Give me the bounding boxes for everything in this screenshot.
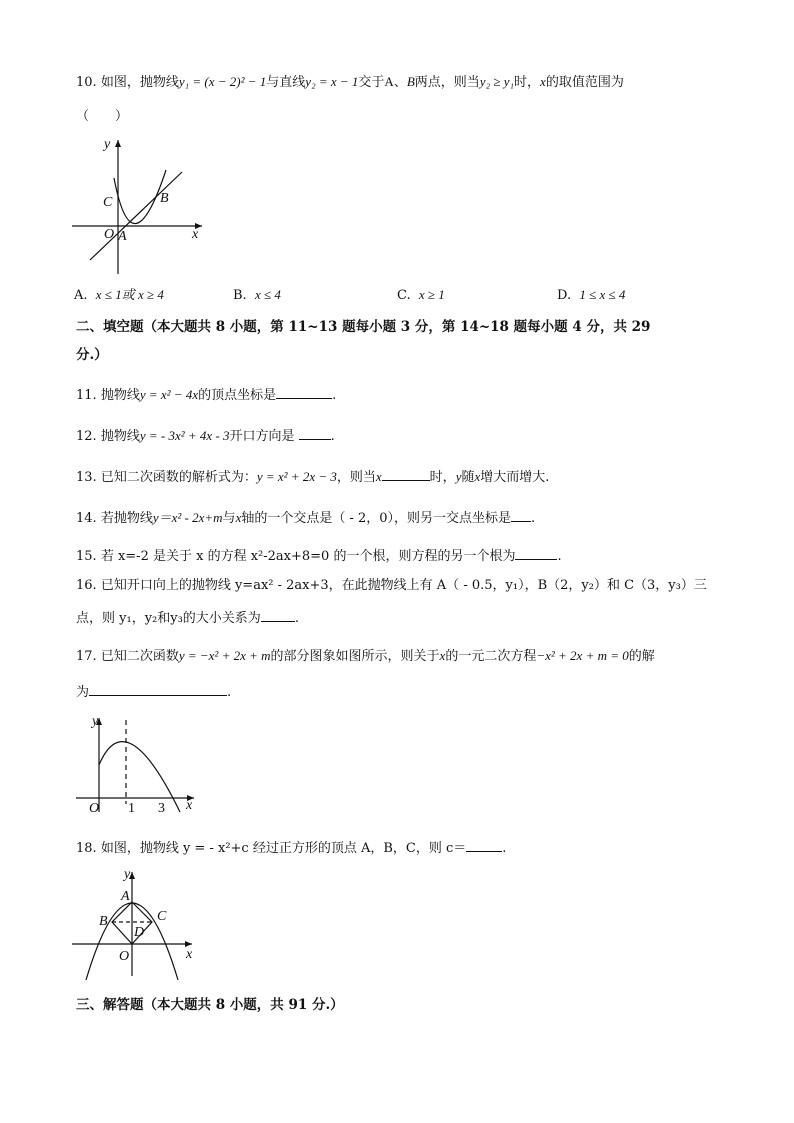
point-b-label: B xyxy=(160,191,169,206)
parabola-y1 xyxy=(114,170,166,224)
question-13: 13. 已知二次函数的解析式为：y = x² + 2x − 3，则当x 时，y随x增大而增大. xyxy=(76,469,550,485)
equation-y2: y₂ = x − 1 xyxy=(305,74,359,89)
point-c-label: C xyxy=(103,195,113,210)
y-axis-label: y xyxy=(104,137,111,152)
question-10-stem: 10. 如图，抛物线y₁ = (x − 2)² − 1与直线y₂ = x − 1交于A、B两点，则当y₂ ≥ y₁时，x的取值范围为 xyxy=(76,74,624,90)
question-16: 16. 已知开口向上的抛物线 y=ax² - 2ax+3，在此抛物线上有 A（ - 0.5，y₁），B（2，y₂）和 C（3，y₃）三 xyxy=(76,578,707,593)
equation-y1: y₁ = (x − 2)² − 1 xyxy=(178,74,267,89)
section-3-heading: 三、解答题（本大题共 8 小题，共 91 分.） xyxy=(76,997,344,1013)
answer-blank-17[interactable] xyxy=(89,682,227,696)
x-axis-label: x xyxy=(186,798,193,813)
section-2-heading-cont: 分.） xyxy=(76,347,108,363)
y-axis-label: y xyxy=(92,714,99,729)
point-a-label: A xyxy=(121,889,130,904)
section-2-heading: 二、填空题（本大题共 8 小题，第 11~13 题每小题 3 分，第 14~18 题每小题 4 分，共 29 xyxy=(76,319,651,335)
condition: y₂ ≥ y₁ xyxy=(479,74,515,89)
question-16-cont: 点，则 y₁，y₂和y₃的大小关系为 . xyxy=(76,608,299,628)
answer-blank-16[interactable] xyxy=(261,608,295,622)
question-10-number: 10. xyxy=(76,75,97,90)
point-c-label: C xyxy=(157,909,167,924)
point-b-label: B xyxy=(99,914,108,929)
tick-label-1: 1 xyxy=(128,801,135,816)
origin-label: O xyxy=(89,801,100,816)
x-axis-label: x xyxy=(192,227,199,242)
answer-blank-12[interactable] xyxy=(299,426,331,440)
question-12: 12. 抛物线y = - 3x² + 4x - 3开口方向是 . xyxy=(76,428,335,444)
option-b[interactable]: B. x ≤ 4 xyxy=(233,287,281,303)
point-d-label: D xyxy=(134,925,145,940)
option-a[interactable]: A. x ≤ 1或 x ≥ 4 xyxy=(74,287,164,303)
question-10-figure xyxy=(70,134,210,276)
question-11: 11. 抛物线y = x² − 4x的顶点坐标是 . xyxy=(76,387,337,403)
answer-blank-14[interactable] xyxy=(511,508,531,522)
answer-blank-15[interactable] xyxy=(515,546,557,560)
question-17: 17. 已知二次函数y = −x² + 2x + m的部分图象如图所示，则关于x的一元二次方程−x² + 2x + m = 0的解 xyxy=(76,648,655,664)
option-d[interactable]: D. 1 ≤ x ≤ 4 xyxy=(557,287,626,303)
question-15: 15. 若 x=-2 是关于 x 的方程 x²-2ax+8=0 的一个根，则方程的另一个根为 . xyxy=(76,546,562,566)
question-18: 18. 如图，抛物线 y = - x²+c 经过正方形的顶点 A，B，C，则 c＝ . xyxy=(76,838,506,858)
x-axis-label: x xyxy=(186,947,193,962)
question-14: 14. 若抛物线y＝x² - 2x+m与x轴的一个交点是（ - 2，0），则另一交点坐标是 . xyxy=(76,510,536,526)
answer-parentheses: （ ） xyxy=(76,109,129,124)
question-17-figure xyxy=(76,712,200,816)
line-y2 xyxy=(90,172,182,260)
answer-blank-18[interactable] xyxy=(466,838,502,852)
question-17-cont: 为 . xyxy=(76,682,231,702)
y-axis-label: y xyxy=(124,867,131,882)
answer-blank-11[interactable] xyxy=(276,385,332,399)
point-a-label: A xyxy=(118,229,127,244)
parabola xyxy=(99,742,180,812)
tick-label-3: 3 xyxy=(158,801,165,816)
question-18-figure xyxy=(72,868,200,982)
option-c[interactable]: C. x ≥ 1 xyxy=(397,287,445,303)
origin-label: O xyxy=(104,227,115,242)
y-axis-arrow xyxy=(115,140,121,147)
origin-label: O xyxy=(119,949,130,964)
answer-blank-13[interactable] xyxy=(382,467,430,481)
